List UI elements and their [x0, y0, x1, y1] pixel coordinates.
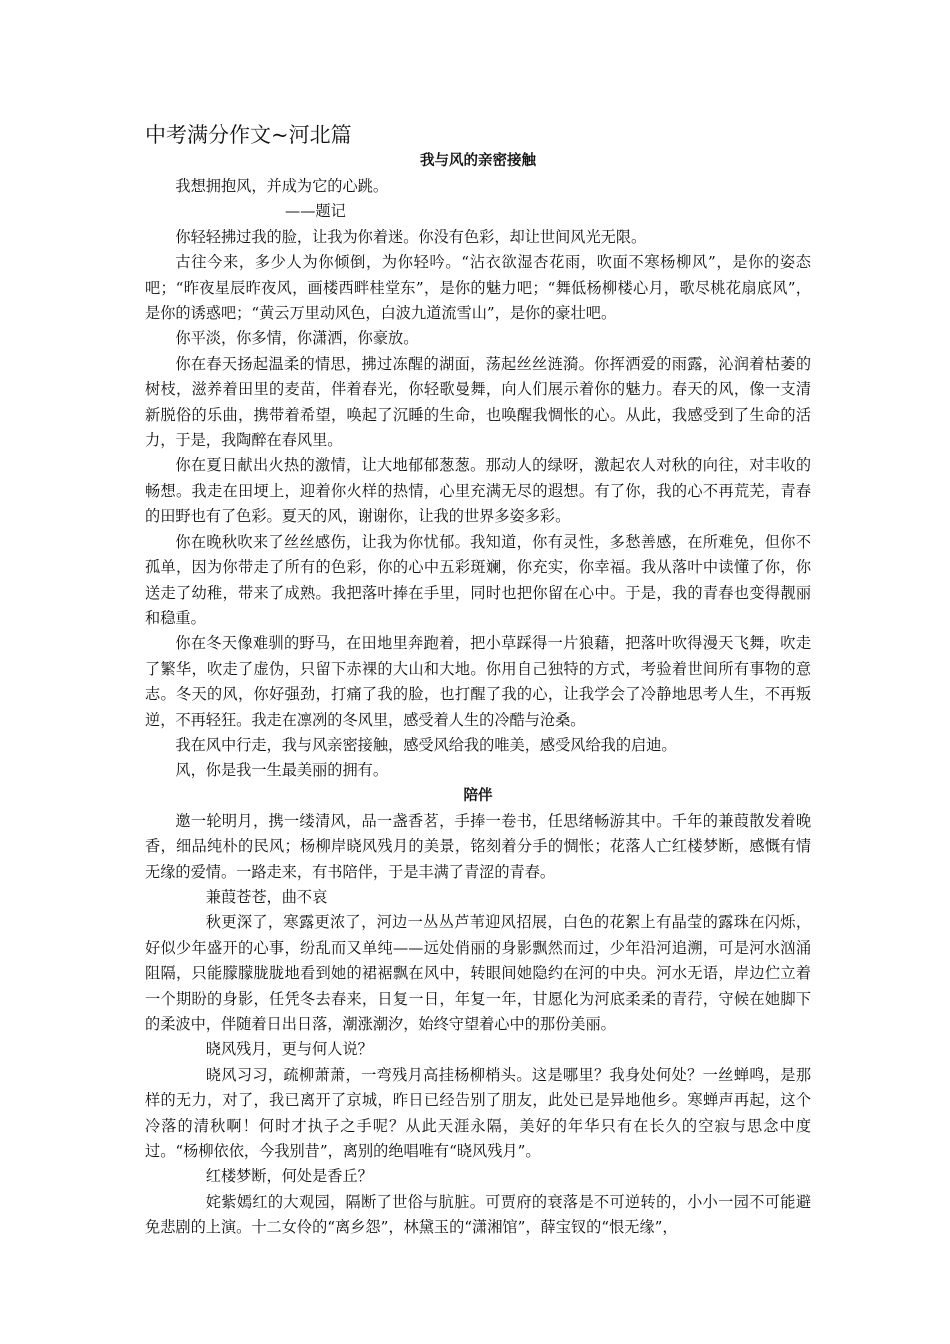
document-page [145, 121, 811, 1241]
essay1-paragraph: 你在夏日献出火热的激情，让大地郁郁葱葱。那动人的绿呀，激起农人对秋的向往，对丰收的畅想。我走在田埂上，迎着你火样的热情，心里充满无尽的遐想。有了你，我的心不再荒芜，青春的田野也有了色彩。夏天的风，谢谢你，让我的世界多姿多彩。 [145, 456, 811, 526]
essay2-subsection-body: 姹紫嫣红的大观园，隔断了世俗与肮脏。可贾府的衰落是不可逆转的，小小一园不可能避免悲剧的上演。十二女伶的“离乡怨”，林黛玉的“潇湘馆”，薛宝钗的“恨无缘”， [145, 1192, 811, 1237]
essay1-paragraph: 你在冬天像难驯的野马，在田地里奔跑着，把小草踩得一片狼藉，把落叶吹得漫天飞舞，吹走了繁华，吹走了虚伪，只留下赤裸的大山和大地。你用自己独特的方式，考验着世间所有事物的意志。冬天的风，你好强劲，打痛了我的脸，也打醒了我的心，让我学会了冷静地思考人生，不再叛逆，不再轻狂。我走在凛冽的冬风里，感受着人生的冷酷与沧桑。 [145, 634, 811, 729]
essay1-epigraph-sign: ——题记 [285, 202, 346, 221]
essay1-title: 我与风的亲密接触 [420, 153, 536, 169]
essay1-paragraph: 我在风中行走，我与风亲密接触，感受风给我的唯美，感受风给我的启迪。 [175, 735, 677, 754]
essay1-paragraph: 你在春天扬起温柔的情思，拂过冻醒的湖面，荡起丝丝涟漪。你挥洒爱的雨露，沁润着枯萎的树枝，滋养着田里的麦苗，伴着春光，你轻歌曼舞，向人们展示着你的魅力。春天的风，像一支清新脱俗的乐曲，携带着希望，唤起了沉睡的生命，也唤醒我惆怅的心。从此，我感受到了生命的活力，于是，我陶醉在春风里。 [145, 354, 811, 450]
essay2-intro: 邀一轮明月，携一缕清风，品一盏香茗，手捧一卷书，任思绪畅游其中。千年的兼葭散发着晚香，细品纯朴的民风；杨柳岸晓风残月的美景，铭刻着分手的惆怅；花落人亡红楼梦断，感慨有情无缘的爱情。一路走来，有书陪伴，于是丰满了青涩的青春。 [145, 811, 811, 881]
essay2-subheading: 晓风残月，更与何人说？ [205, 1040, 373, 1059]
essay1-paragraph: 风，你是我一生最美丽的拥有。 [175, 761, 389, 780]
essay1-paragraph: 古往今来，多少人为你倾倒，为你轻吟。“沾衣欲湿杏花雨，吹面不寒杨柳风”，是你的姿态吧；“昨夜星辰昨夜风，画楼西畔桂堂东”，是你的魅力吧；“舞低杨柳楼心月，歌尽桃花扇底风”，是你的诱惑吧；“黄云万里动风色，白波九道流雪山”，是你的豪壮吧。 [145, 253, 811, 323]
essay2-subsection-body: 秋更深了，寒露更浓了，河边一丛丛芦苇迎风招展，白色的花絮上有晶莹的露珠在闪烁，好似少年盛开的心事，纷乱而又单纯——远处俏丽的身影飘然而过，少年沿河追溯，可是河水汹涌阻隔，只能朦朦胧胧地看到她的裙裾飘在风中，转眼间她隐约在河的中央。河水无语，岸边伫立着一个期盼的身影，任凭冬去春来，日复一日，年复一年，甘愿化为河底柔柔的青荇，守候在她脚下的柔波中，伴随着日出日落，潮涨潮汐，始终守望着心中的那份美丽。 [145, 913, 811, 1033]
essay2-subsection-body: 晓风习习，疏柳萧萧，一弯残月高挂杨柳梢头。这是哪里？我身处何处？一丝蝉鸣，是那样的无力，对了，我已离开了京城，昨日已经告别了朋友，此处已是异地他乡。寒蝉声再起，这个冷落的清秋啊！何时才执子之手呢？从此天涯永隔，美好的年华只有在长久的空寂与思念中度过。“杨柳依依，今我别昔”，离别的绝唱唯有“晓风残月”。 [145, 1065, 811, 1161]
essay2-subheading: 红楼梦断，何处是香丘？ [205, 1167, 373, 1186]
essay1-epigraph: 我想拥抱风，并成为它的心跳。 [175, 177, 389, 195]
document-title: 中考满分作文~河北篇 [145, 123, 352, 147]
essay2-title: 陪伴 [463, 787, 493, 804]
essay1-paragraph: 你轻轻拂过我的脸，让我为你着迷。你没有色彩，却让世间风光无限。 [175, 227, 647, 246]
essay1-paragraph: 你在晚秋吹来了丝丝感伤，让我为你忧郁。我知道，你有灵性，多愁善感，在所难免，但你不孤单，因为你带走了所有的色彩，你的心中五彩斑斓，你充实，你幸福。我从落叶中读懂了你，你送走了幼稚，带来了成熟。我把落叶捧在手里，同时也把你留在心中。于是，我的青春也变得靓丽和稳重。 [145, 532, 811, 627]
essay2-subheading: 兼葭苍苍，曲不哀 [205, 887, 328, 906]
essay1-paragraph: 你平淡，你多情，你潇洒，你豪放。 [175, 329, 419, 348]
